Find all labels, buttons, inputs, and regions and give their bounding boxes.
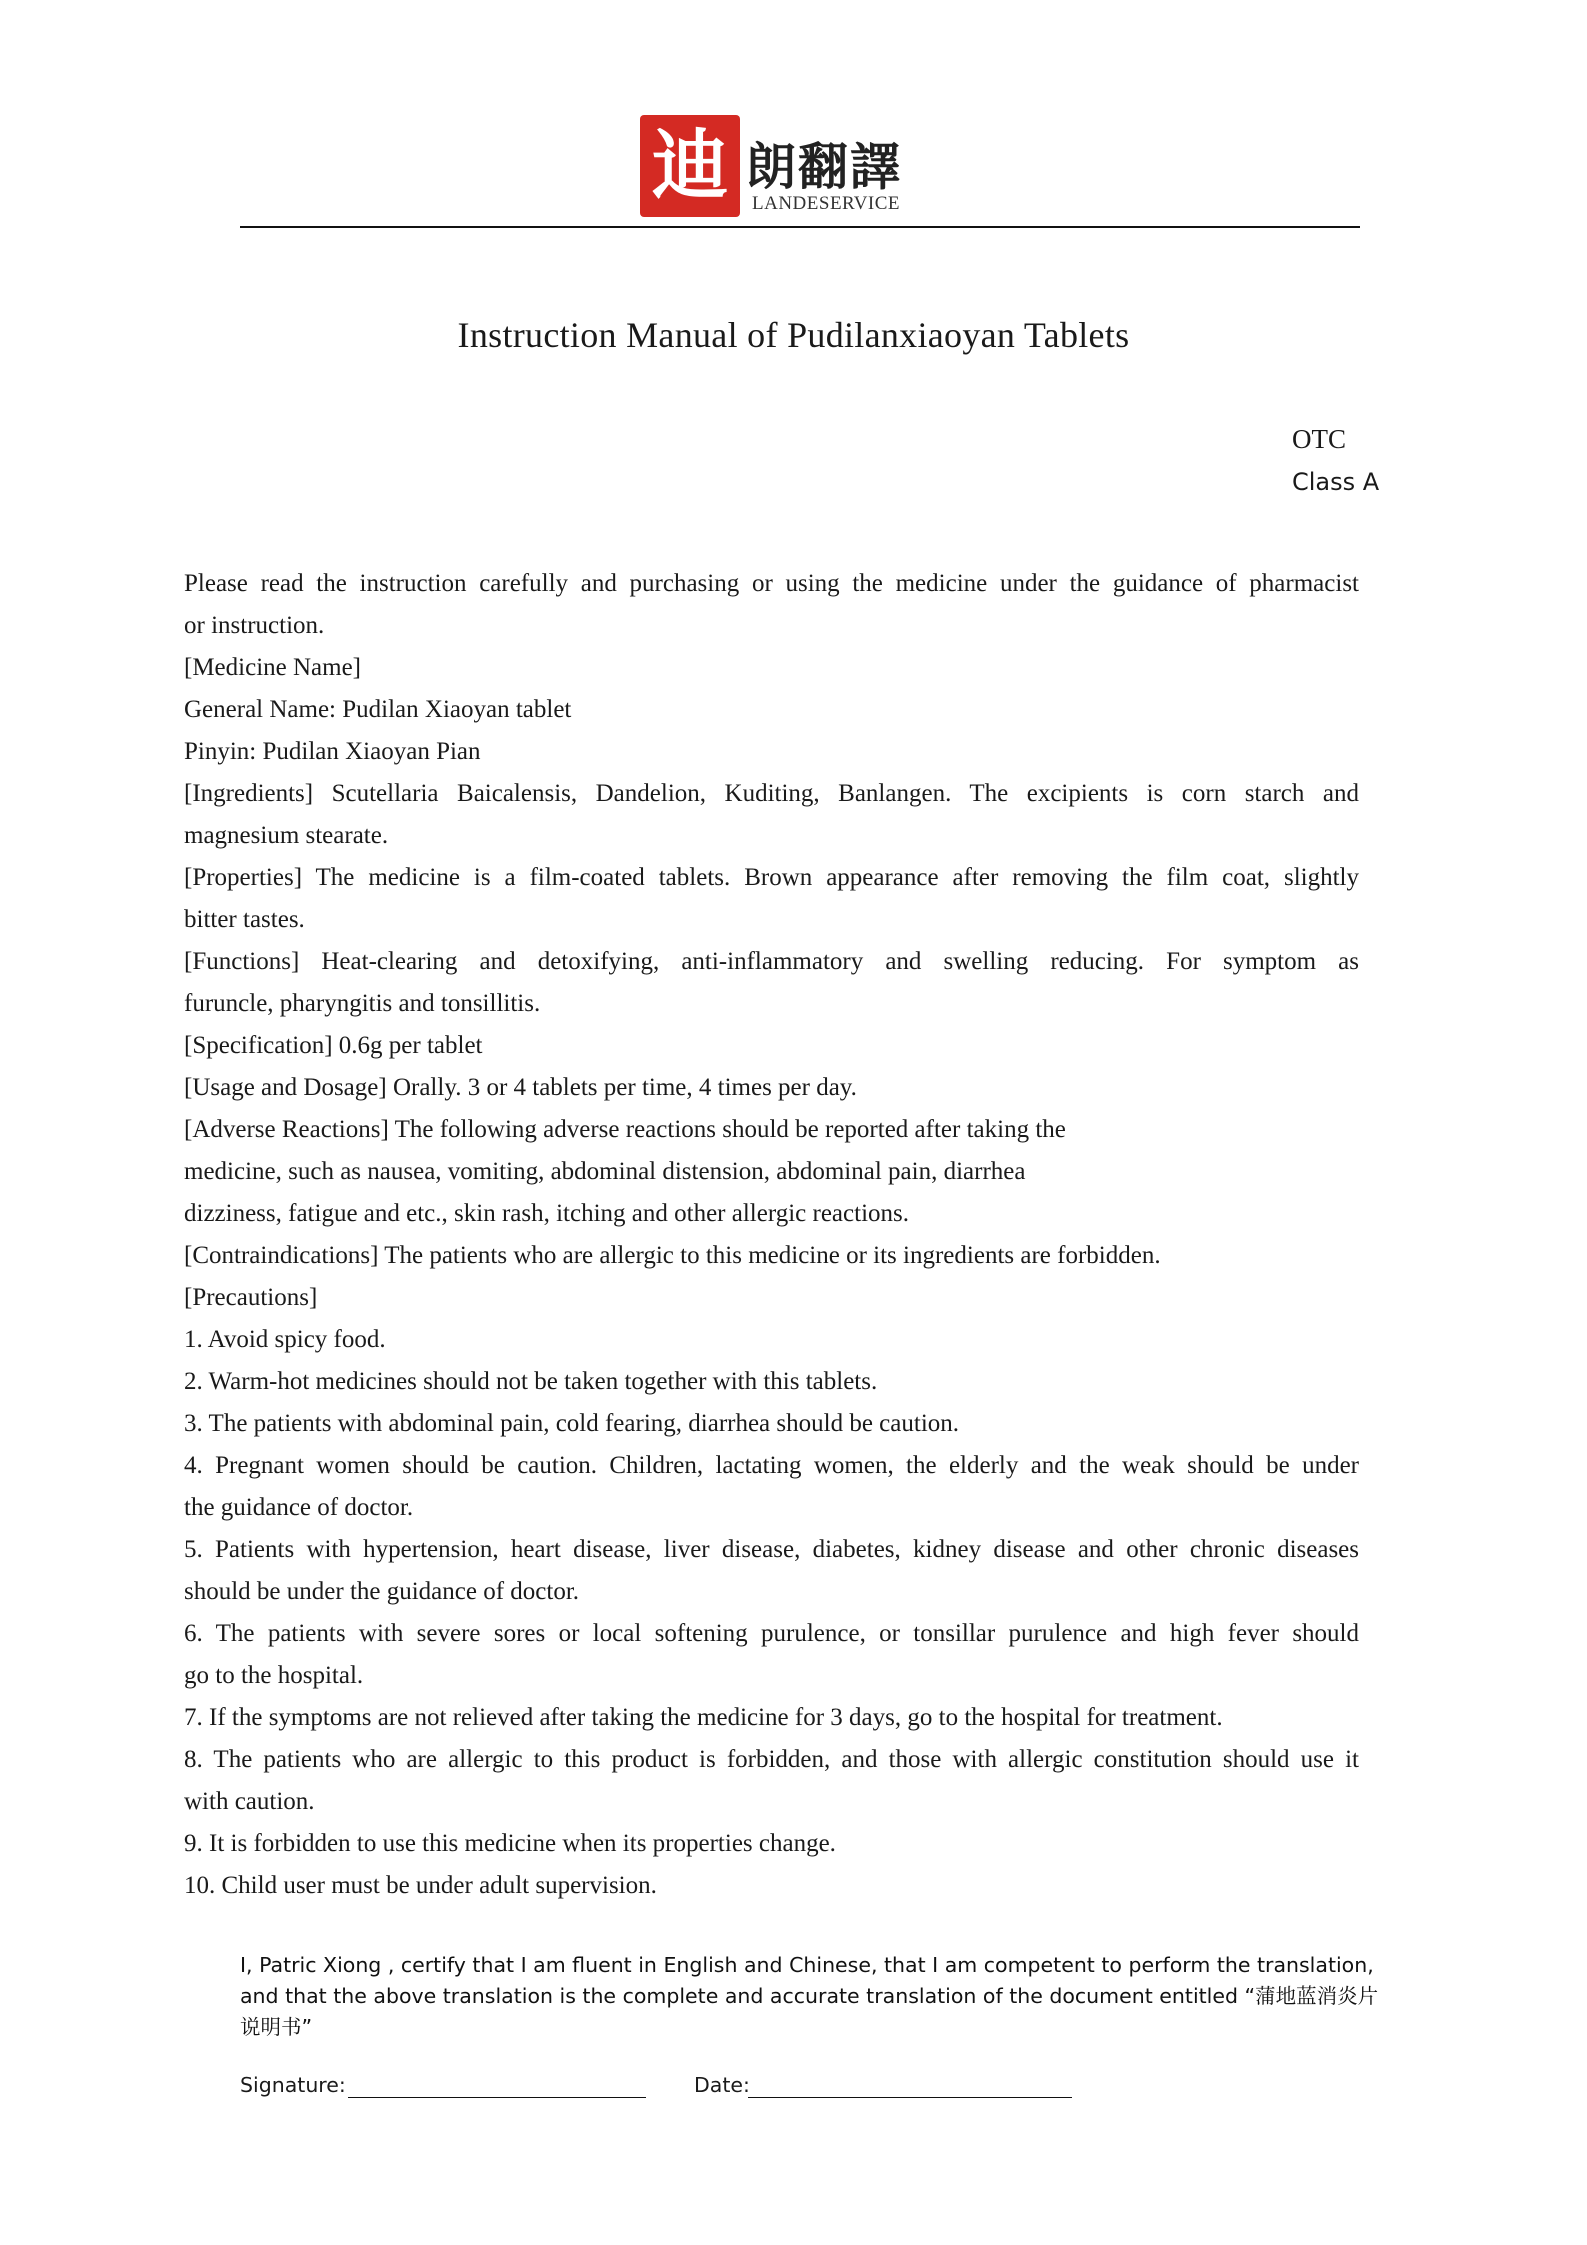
precaution-7: 7. If the symptoms are not relieved after taking the medicine for 3 days, go to the hospital for treatment. bbox=[184, 1704, 1223, 1731]
specification: [Specification] 0.6g per tablet bbox=[184, 1032, 483, 1059]
date-label: Date: bbox=[694, 2073, 750, 2097]
precaution-8-line-1: 8. The patients who are allergic to this product is forbidden, and those with allergic constitution should use it bbox=[184, 1746, 1359, 1773]
document-title: Instruction Manual of Pudilanxiaoyan Tablets bbox=[457, 315, 1130, 355]
properties-line-2: bitter tastes. bbox=[184, 906, 305, 933]
precaution-5-line-2: should be under the guidance of doctor. bbox=[184, 1578, 580, 1605]
intro-line-2: or instruction. bbox=[184, 612, 325, 639]
logo-chinese-text: 朗翻譯 bbox=[746, 137, 902, 196]
precaution-1: 1. Avoid spicy food. bbox=[184, 1326, 386, 1353]
precaution-5-line-1: 5. Patients with hypertension, heart disease, liver disease, diabetes, kidney disease and other chronic diseases bbox=[184, 1536, 1359, 1563]
properties-line-1: [Properties] The medicine is a film-coated tablets. Brown appearance after removing the film coat, slightly bbox=[184, 864, 1359, 891]
translator-certification bbox=[240, 1950, 1379, 2043]
precaution-2: 2. Warm-hot medicines should not be taken together with this tablets. bbox=[184, 1368, 878, 1395]
precaution-9: 9. It is forbidden to use this medicine when its properties change. bbox=[184, 1830, 836, 1857]
precaution-6-line-2: go to the hospital. bbox=[184, 1662, 364, 1689]
logo-english-text: LANDESERVICE bbox=[752, 193, 901, 214]
certification-line-2: and that the above translation is the complete and accurate translation of the document entitled “蒲地蓝消炎片 bbox=[240, 1984, 1379, 2008]
class-label: Class A bbox=[1292, 468, 1380, 496]
signature-line bbox=[348, 2097, 646, 2098]
functions-line-2: furuncle, pharyngitis and tonsillitis. bbox=[184, 990, 541, 1017]
precaution-3: 3. The patients with abdominal pain, cold fearing, diarrhea should be caution. bbox=[184, 1410, 960, 1437]
ingredients-line-2: magnesium stearate. bbox=[184, 822, 389, 849]
logo-seal-icon bbox=[640, 115, 740, 217]
certification-line-3: 说明书” bbox=[240, 2015, 313, 2039]
adverse-reactions-line-1: [Adverse Reactions] The following adverse reactions should be reported after taking the bbox=[184, 1116, 1066, 1143]
document-body bbox=[184, 563, 1359, 1907]
adverse-reactions-line-2: medicine, such as nausea, vomiting, abdominal distension, abdominal pain, diarrhea bbox=[184, 1158, 1026, 1185]
certification-line-1: I, Patric Xiong , certify that I am fluent in English and Chinese, that I am competent to perform the translation, bbox=[240, 1953, 1374, 1977]
precaution-10: 10. Child user must be under adult supervision. bbox=[184, 1872, 657, 1899]
precaution-4-line-2: the guidance of doctor. bbox=[184, 1494, 414, 1521]
otc-label: OTC bbox=[1292, 424, 1346, 454]
precaution-8-line-2: with caution. bbox=[184, 1788, 315, 1815]
intro-line-1: Please read the instruction carefully and purchasing or using the medicine under the guidance of pharmacist bbox=[184, 570, 1359, 597]
medicine-name-heading: [Medicine Name] bbox=[184, 654, 362, 681]
precaution-6-line-1: 6. The patients with severe sores or local softening purulence, or tonsillar purulence and high fever should bbox=[184, 1620, 1359, 1647]
precaution-4-line-1: 4. Pregnant women should be caution. Children, lactating women, the elderly and the weak should be under bbox=[184, 1452, 1359, 1479]
signature-label: Signature: bbox=[240, 2073, 346, 2097]
contraindications: [Contraindications] The patients who are allergic to this medicine or its ingredients are forbidden. bbox=[184, 1242, 1161, 1269]
logo-seal-glyph: 迪 bbox=[652, 121, 728, 210]
company-logo bbox=[640, 115, 930, 225]
header-divider bbox=[240, 226, 1360, 228]
adverse-reactions-line-3: dizziness, fatigue and etc., skin rash, itching and other allergic reactions. bbox=[184, 1200, 909, 1227]
ingredients-line-1: [Ingredients] Scutellaria Baicalensis, Dandelion, Kuditing, Banlangen. The excipients is corn starch and bbox=[184, 780, 1359, 807]
usage-dosage: [Usage and Dosage] Orally. 3 or 4 tablets per time, 4 times per day. bbox=[184, 1074, 857, 1101]
precautions-heading: [Precautions] bbox=[184, 1284, 318, 1311]
date-line bbox=[748, 2097, 1072, 2098]
pinyin-name: Pinyin: Pudilan Xiaoyan Pian bbox=[184, 738, 481, 765]
general-name: General Name: Pudilan Xiaoyan tablet bbox=[184, 696, 572, 723]
functions-line-1: [Functions] Heat-clearing and detoxifying, anti-inflammatory and swelling reducing. For symptom as bbox=[184, 948, 1359, 975]
